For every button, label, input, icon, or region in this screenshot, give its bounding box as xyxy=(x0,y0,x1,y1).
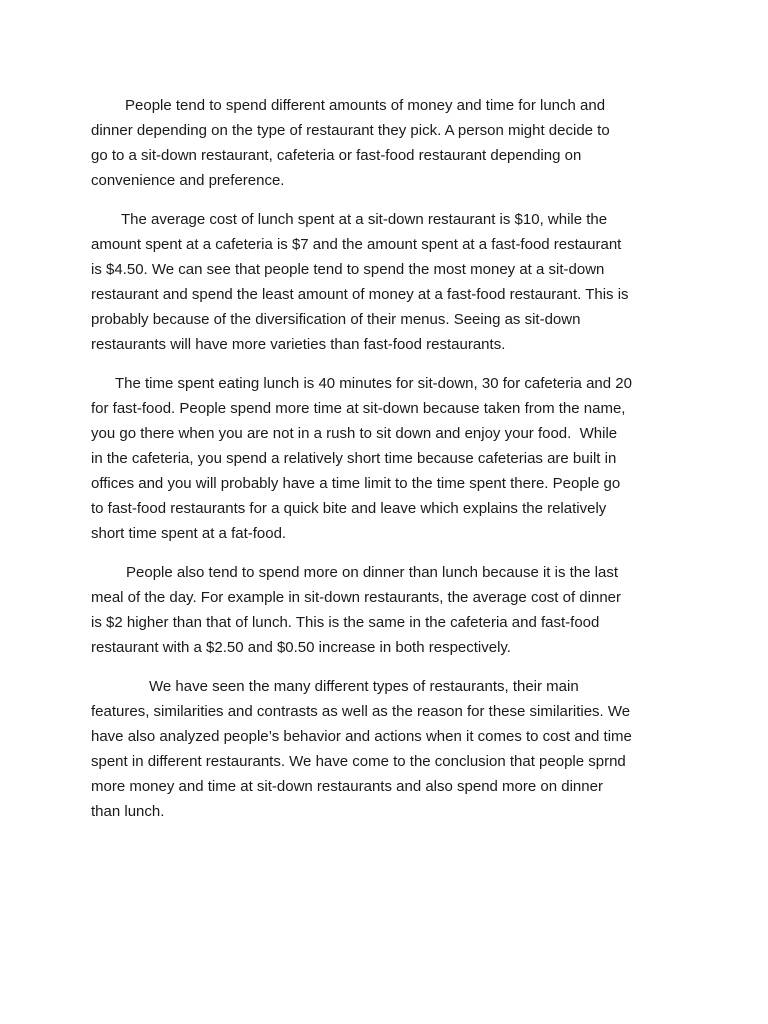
text-line: short time spent at a fat-food. xyxy=(91,525,287,542)
text-line: offices and you will probably have a time limit to the time spent there. People go xyxy=(91,475,621,492)
text-line: to fast-food restaurants for a quick bite and leave which explains the relatively xyxy=(91,500,607,517)
text-line: more money and time at sit-down restaurants and also spend more on dinner xyxy=(91,778,603,795)
paragraph-dinner-cost xyxy=(91,560,691,660)
text-line: you go there when you are not in a rush to sit down and enjoy your food. While xyxy=(91,425,618,442)
text-line: dinner depending on the type of restaurant they pick. A person might decide to xyxy=(91,122,610,139)
text-line: probably because of the diversification of their menus. Seeing as sit-down xyxy=(91,311,581,328)
text-line: convenience and preference. xyxy=(91,172,285,189)
text-line: than lunch. xyxy=(91,803,165,820)
text-line: go to a sit-down restaurant, cafeteria or fast-food restaurant depending on xyxy=(91,147,582,164)
text-line: People also tend to spend more on dinner than lunch because it is the last xyxy=(126,564,618,581)
paragraph-intro xyxy=(91,93,691,193)
text-line: We have seen the many different types of restaurants, their main xyxy=(149,678,579,695)
text-line: meal of the day. For example in sit-down restaurants, the average cost of dinner xyxy=(91,589,621,606)
text-line: in the cafeteria, you spend a relatively short time because cafeterias are built in xyxy=(91,450,617,467)
text-line: restaurants will have more varieties than fast-food restaurants. xyxy=(91,336,506,353)
text-line: is $4.50. We can see that people tend to spend the most money at a sit-down xyxy=(91,261,605,278)
text-line: is $2 higher than that of lunch. This is the same in the cafeteria and fast-food xyxy=(91,614,600,631)
text-line: restaurant and spend the least amount of money at a fast-food restaurant. This is xyxy=(91,286,629,303)
text-line: amount spent at a cafeteria is $7 and the amount spent at a fast-food restaurant xyxy=(91,236,622,253)
text-line: People tend to spend different amounts of money and time for lunch and xyxy=(125,97,606,114)
text-line: have also analyzed people’s behavior and actions when it comes to cost and time xyxy=(91,728,632,745)
text-line: restaurant with a $2.50 and $0.50 increase in both respectively. xyxy=(91,639,511,656)
text-line: spent in different restaurants. We have come to the conclusion that people sprnd xyxy=(91,753,626,770)
text-line: for fast-food. People spend more time at sit-down because taken from the name, xyxy=(91,400,626,417)
paragraph-lunch-cost xyxy=(91,207,691,357)
text-line: The time spent eating lunch is 40 minutes for sit-down, 30 for cafeteria and 20 xyxy=(115,375,632,392)
text-line: features, similarities and contrasts as well as the reason for these similarities. We xyxy=(91,703,631,720)
document-body xyxy=(91,93,691,838)
paragraph-conclusion xyxy=(91,674,691,824)
paragraph-lunch-time xyxy=(91,371,691,546)
text-line: The average cost of lunch spent at a sit-down restaurant is $10, while the xyxy=(121,211,608,228)
